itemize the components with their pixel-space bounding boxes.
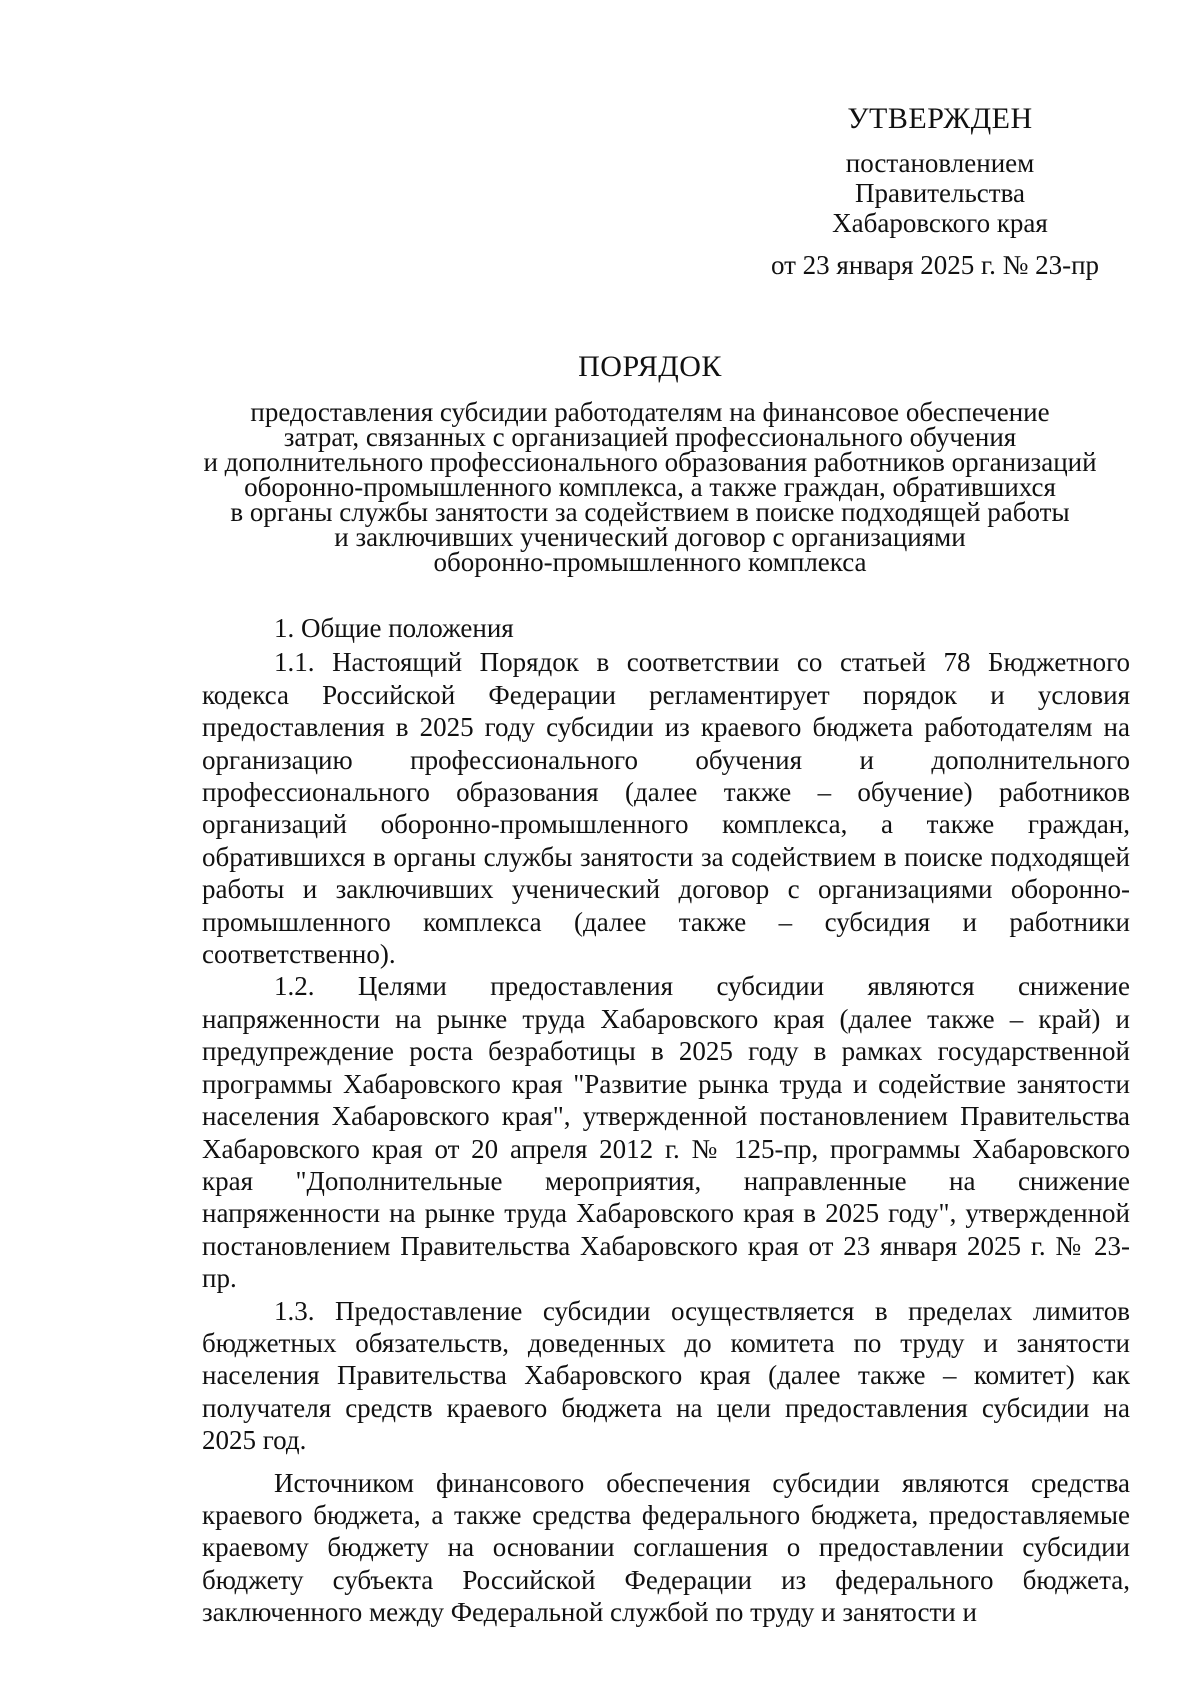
title-line: оборонно-промышленного комплекса: [433, 547, 867, 577]
title-line: и дополнительного профессионального образования работников организаций: [203, 447, 1097, 477]
approval-stamp: УТВЕРЖДЕН: [847, 102, 1033, 135]
section-heading: 1. Общие положения: [274, 613, 514, 643]
title-line: затрат, связанных с организацией профессионального обучения: [283, 422, 1017, 452]
document-title: [180, 352, 1120, 575]
title-line: и заключивших ученический договор с организациями: [334, 522, 966, 552]
approval-line-2: Правительства: [855, 178, 1025, 208]
approval-line-3: Хабаровского края: [832, 208, 1048, 238]
paragraph-1-2: 1.2. Целями предоставления субсидии являются снижение напряженности на рынке труда Хабаровского края (далее также – край) и предупреждение роста безработицы в 2025 году в рамках государственной программы Хабаровского края "Развитие рынка труда и содействие занятости населения Хабаровского края", утвержденной постановлением Правительства Хабаровского края от 20 апреля 2012 г. № 125-пр, программы Хабаровского края "Дополнительные мероприятия, направленные на снижение напряженности на рынке труда Хабаровского края в 2025 году", утвержденной постановлением Правительства Хабаровского края от 23 января 2025 г. № 23-пр.: [202, 971, 1130, 1294]
approval-date: от 23 января 2025 г. № 23-пр: [770, 250, 1100, 280]
paragraph-1-3-funding: Источником финансового обеспечения субсидии являются средства краевого бюджета, а также средства федерального бюджета, предоставляемые краевому бюджету на основании соглашения о предоставлении субсидии бюджету субъекта Российской Федерации из федерального бюджета, заключенного между Федеральной службой по труду и занятости и: [202, 1467, 1130, 1628]
approval-line-1: постановлением: [845, 148, 1035, 178]
title-line: предоставления субсидии работодателям на финансовое обеспечение: [250, 397, 1050, 427]
document-body: [202, 612, 1130, 1629]
approval-block: [750, 104, 1130, 280]
title-heading: ПОРЯДОК: [578, 350, 722, 383]
title-line: в органы службы занятости за содействием в поиске подходящей работы: [230, 497, 1070, 527]
paragraph-1-1: 1.1. Настоящий Порядок в соответствии со статьей 78 Бюджетного кодекса Российской Федерации регламентирует порядок и условия предоставления в 2025 году субсидии из краевого бюджета работодателям на организацию профессионального обучения и дополнительного профессионального образования (далее также – обучение) работников организаций оборонно-промышленного комплекса, а также граждан, обратившихся в органы службы занятости за содействием в поиске подходящей работы и заключивших ученический договор с организациями оборонно-промышленного комплекса (далее также – субсидия и работники соответственно).: [202, 647, 1130, 970]
paragraph-1-3: 1.3. Предоставление субсидии осуществляется в пределах лимитов бюджетных обязательств, доведенных до комитета по труду и занятости населения Правительства Хабаровского края (далее также – комитет) как получателя средств краевого бюджета на цели предоставления субсидии на 2025 год.: [202, 1295, 1130, 1456]
title-line: оборонно-промышленного комплекса, а также граждан, обратившихся: [244, 472, 1056, 502]
